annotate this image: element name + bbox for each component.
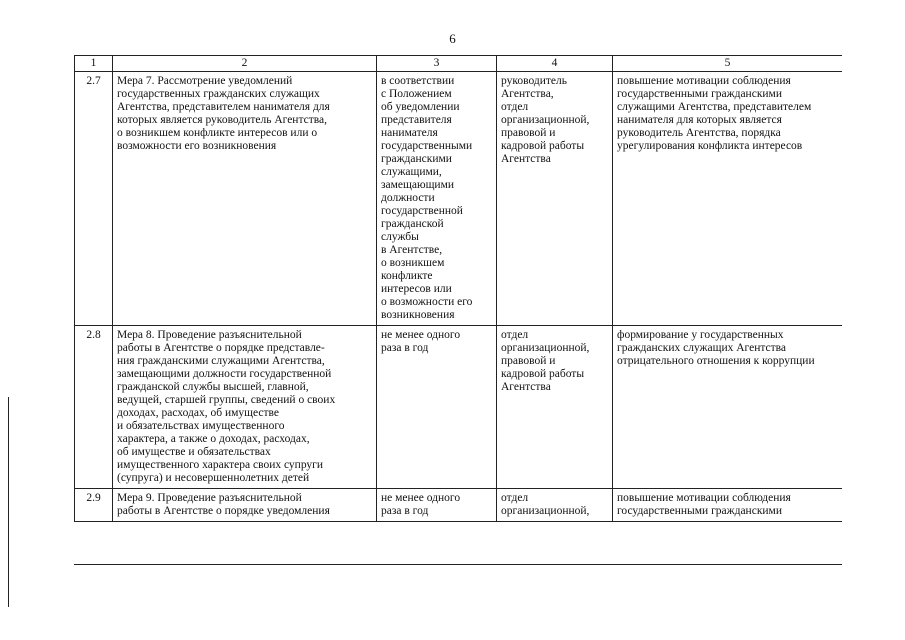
- deadline-cell: не менее одного раза в год: [377, 489, 497, 522]
- column-header: 2: [113, 56, 377, 72]
- responsible-cell: отдел организационной, правовой и кадровой работы Агентства: [497, 326, 613, 489]
- responsible-cell: отдел организационной,: [497, 489, 613, 522]
- column-header: 3: [377, 56, 497, 72]
- row-number: 2.8: [75, 326, 113, 489]
- column-header: 4: [497, 56, 613, 72]
- responsible-cell: руководитель Агентства, отдел организационной, правовой и кадровой работы Агентства: [497, 72, 613, 326]
- row-number: 2.7: [75, 72, 113, 326]
- measure-cell: Мера 8. Проведение разъяснительной работы в Агентстве о порядке представле- ния гражданскими служащими Агентства, замещающими должности государственной гражданской службы высшей, главной, ведущей, старшей группы, сведений о своих доходах, расходах, об имуществе и обязательствах имущественного характера, а также о доходах, расходах, об имуществе и обязательствах имущественного характера своих супруги (супруга) и несовершеннолетних детей: [113, 326, 377, 489]
- table-row: [75, 489, 843, 522]
- result-cell: повышение мотивации соблюдения государственными гражданскими: [613, 489, 843, 522]
- page-number: 6: [449, 31, 456, 46]
- measures-table: [74, 55, 842, 522]
- table-row: [75, 72, 843, 326]
- table-header-row: [75, 56, 843, 72]
- margin-line: [8, 397, 9, 607]
- result-cell: повышение мотивации соблюдения государственными гражданскими служащими Агентства, представителем нанимателя для которых является руководитель Агентства, порядка урегулирования конфликта интересов: [613, 72, 843, 326]
- table-row: [75, 326, 843, 489]
- deadline-cell: в соответствии с Положением об уведомлении представителя нанимателя государственными гражданскими служащими, замещающими должности государственной гражданской службы в Агентстве, о возникшем конфликте интересов или о возможности его возникновения: [377, 72, 497, 326]
- measure-cell: Мера 7. Рассмотрение уведомлений государственных гражданских служащих Агентства, представителем нанимателя для которых является руководитель Агентства, о возникшем конфликте интересов или о возможности его возникновения: [113, 72, 377, 326]
- measure-cell: Мера 9. Проведение разъяснительной работы в Агентстве о порядке уведомления: [113, 489, 377, 522]
- result-cell: формирование у государственных гражданских служащих Агентства отрицательного отношения к коррупции: [613, 326, 843, 489]
- row-number: 2.9: [75, 489, 113, 522]
- measures-table-viewport: [74, 55, 842, 565]
- column-header: 5: [613, 56, 843, 72]
- deadline-cell: не менее одного раза в год: [377, 326, 497, 489]
- column-header: 1: [75, 56, 113, 72]
